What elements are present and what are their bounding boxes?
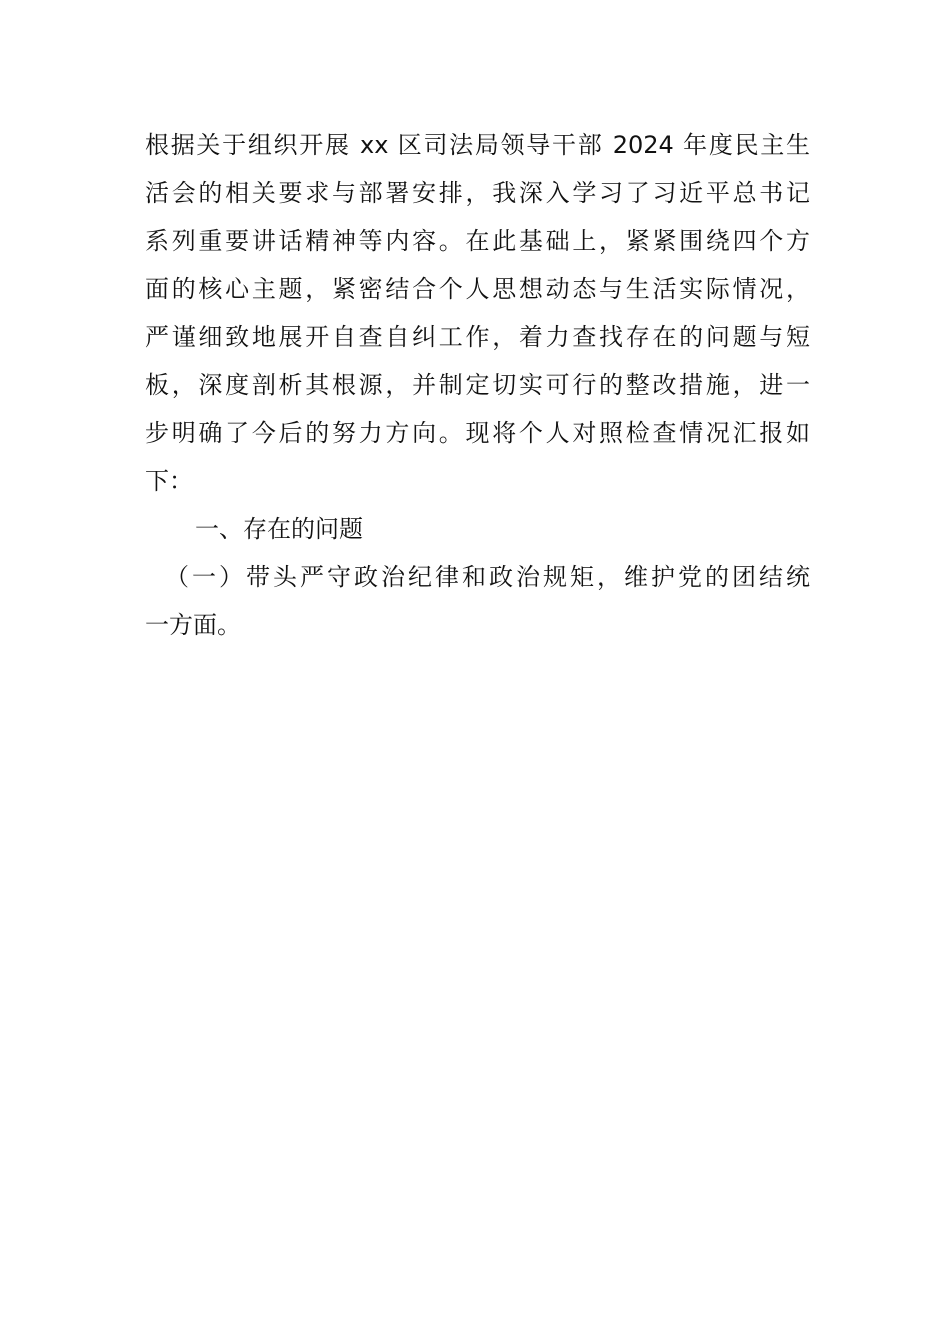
subsection-line: 一方面。 (145, 611, 241, 639)
paragraph-line: 根据关于组织开展 xx 区司法局领导干部 2024 年度民主生 (145, 131, 810, 159)
section-heading: 一、存在的问题 (195, 515, 363, 543)
paragraph-line: 活会的相关要求与部署安排，我深入学习了习近平总书记 (145, 179, 810, 207)
subsection-line: （一）带头严守政治纪律和政治规矩，维护党的团结统 (165, 563, 810, 591)
paragraph-line: 严谨细致地展开自查自纠工作，着力查找存在的问题与短 (145, 323, 810, 351)
intro-paragraph (145, 121, 810, 505)
paragraph-line: 系列重要讲话精神等内容。在此基础上，紧紧围绕四个方 (145, 227, 810, 255)
subsection-title (145, 553, 810, 649)
paragraph-line: 步明确了今后的努力方向。现将个人对照检查情况汇报如 (145, 419, 810, 447)
paragraph-line: 板，深度剖析其根源，并制定切实可行的整改措施，进一 (145, 371, 810, 399)
paragraph-line: 面的核心主题，紧密结合个人思想动态与生活实际情况， (145, 275, 810, 303)
paragraph-line: 下： (145, 467, 193, 495)
document-body (145, 121, 810, 649)
